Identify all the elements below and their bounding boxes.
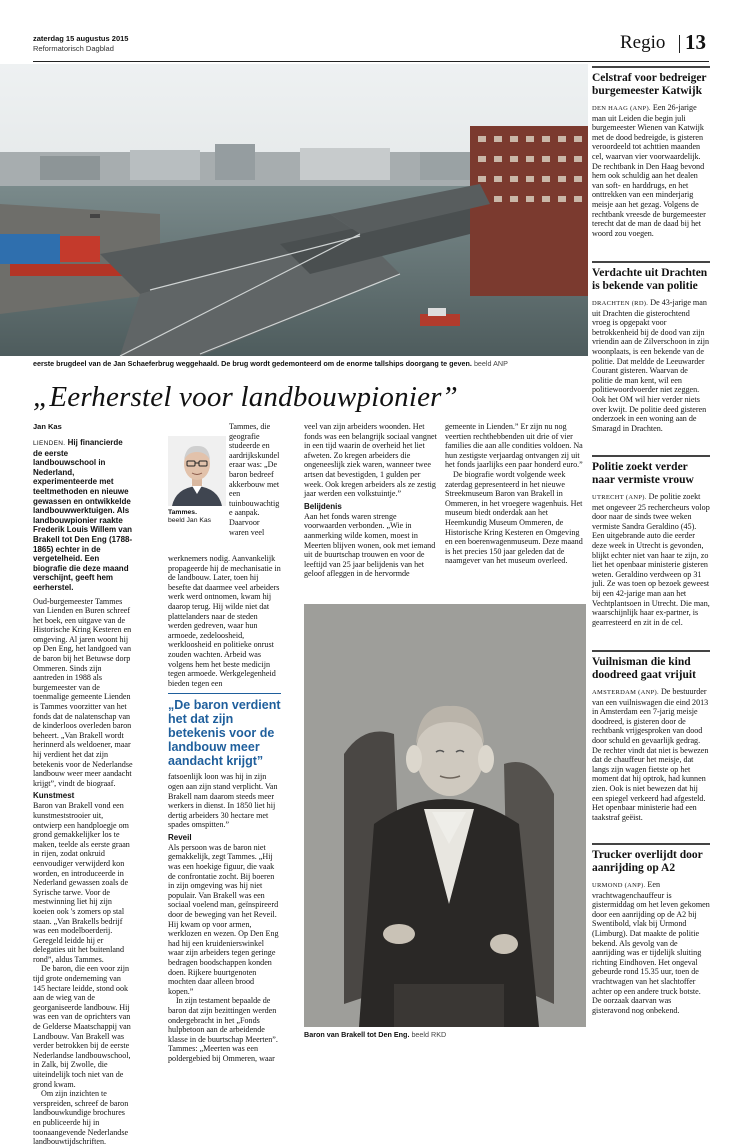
news-item-body: Een 26-jarige man uit Leiden die begin juli burgemeester Wienen van Katwijk met de dood bedreigde, is gisteren veroordeeld tot achttien maanden cel, waarvan vier voorwaardelijk. De rechtbank in Den Haag bevond hem ook schuldig aan het dealen van soft- en harddrugs, en het onttrekken van een minderjarig meisje aan het gezag. Volgens de rechtbank vreesde de burgemeester terecht dat de man de daad bij het woord zou voegen.	[592, 103, 706, 238]
article-lead-block	[33, 438, 133, 593]
article-author: Jan Kas	[33, 422, 62, 431]
page-number: 13	[685, 30, 706, 54]
news-item	[592, 66, 710, 261]
col3-paragraph-1: veel van zijn arbeiders woonden. Het fonds was een belangrijk sociaal vangnet in een tijd waarin de overheid het liet afweten. Zo kregen arbeiders die ongeneeslijk ziek waren, wanneer twee artsen dat bevestigden, 1 gulden per week. Ook kregen arbeiders als ze zestig jaar werden een volkstuintje.”	[304, 422, 437, 499]
top-photo-caption: eerste brugdeel van de Jan Schaeferbrug weggehaald. De brug wordt gedemonteerd om de enorme tallships doorgang te geven.	[33, 359, 472, 368]
col1-paragraph-3: De baron, die een voor zijn tijd grote onderneming van 145 hectare leidde, stond ook aan de wieg van de georganiseerde landbouw. Hij was een van de oprichters van de Gelderse Maatschappij van Landbouw. Van Brakell was verder betrokken bij de eerste Nederlandse landbouwschool, in Zalk, bij Zwolle, die uiteindelijk toch niet van de grond kwam.	[33, 964, 131, 1089]
portrait-caption	[168, 509, 211, 525]
baron-credit: beeld RKD	[411, 1030, 447, 1039]
col1-paragraph-1: Oud-burgemeester Tammes van Lienden en Buren schreef het boek, een uitgave van de Historische Kring Kesteren en omgeving. Al jaren woont hij op Den Eng, het landgoed van de baron bij het Betuwse dorp Ommeren. Sinds zijn aantreden in 1988 als burgemeester van de toenmalige gemeente Lienden is Tammes voorzitter van het fonds dat de nalatenschap van de kinderloos overleden baron beheert. „Van Brakell wordt herinnerd als weldoener, maar hij verdient het dat zijn betekenis voor de Nederlandse landbouw weer meer aandacht krijgt”, vindt de biograaf.	[33, 596, 133, 788]
bridge-photo	[0, 64, 588, 356]
news-item-dateline: AMSTERDAM (ANP).	[592, 689, 659, 696]
col2-paragraph-1: werknemers nodig. Aanvankelijk propageerde hij de mechanisatie in de landbouw. Later, toen hij besefte dat daarmee veel arbeiders werk werd ontnomen, kwam hij daarop terug. Hij wilde niet dat plattelanders naar de steden werden gedreven, waar hun armoede, zedeloosheid, werkloosheid en politieke onrust zouden wachten. Arbeid was volgens hem het beste medicijn tegen armoede. Werkgelegenheid bieden tegen een	[168, 554, 281, 688]
header-date: zaterdag 15 augustus 2015	[33, 34, 129, 43]
news-item-title: Vuilnisman die kind doodreed gaat vrijuit	[592, 650, 710, 682]
news-item-dateline: UTRECHT (ANP).	[592, 494, 647, 501]
col1-paragraph-2: Baron van Brakell vond een kunstmeststrooier uit, ontwierp een handploegje om grond gemakkelijker los te maken, teelde als eerste graan in rijen, zodat onkruid eenvoudiger verwijderd kon worden, en introduceerde in Nederland gewassen zoals de Syrische tarwe. Voor de mestwinning liet hij zijn koeien ook 's zomers op stal staan. „Van Brakells bedrijf was een modelboerderij. Geregeld leidde hij er delegaties uit het buitenland rond”, aldus Tammes.	[33, 801, 130, 964]
col2-paragraph-4: In zijn testament bepaalde de baron dat zijn bezittingen werden ondergebracht in het „Fonds hulpbetoon aan de arbeidende klasse in de buurtschap Meerten”. Tammes: „Meerten was een poldergebied bij Ommeren, waar	[168, 996, 278, 1063]
news-item-dateline: DRACHTEN (RD).	[592, 300, 649, 307]
baron-caption: Baron van Brakell tot Den Eng.	[304, 1030, 410, 1039]
pull-quote-box	[168, 693, 281, 768]
article-column-4	[445, 422, 583, 566]
news-item-title: Politie zoekt verder naar vermiste vrouw	[592, 455, 710, 487]
article-dateline: LIENDEN.	[33, 440, 66, 447]
col4-paragraph-2: De biografie wordt volgende week zaterdag gepresenteerd in het nieuwe Streekmuseum Baron van Brakell in Ommeren, in het vroegere wagenhuis. Het museum biedt onderdak aan het Heemkundig Museum Ommeren, de Historische Kring Kesteren en Omgeving en een boerenwagenmuseum. Deze maand is het precies 150 jaar geleden dat de naamgever van het museum overleed.	[445, 469, 583, 566]
subhead-kunstmest: Kunstmest	[33, 791, 75, 801]
col2-paragraph-2: fatsoenlijk loon was hij in zijn ogen aan zijn stand verplicht. Van Brakell nam daarom steeds meer werkers in dienst. In 1850 liet hij dertig arbeiders 30 hectare met spades omspitten.”	[168, 772, 278, 830]
news-item	[592, 261, 710, 455]
baron-portrait-graphic	[304, 604, 586, 1027]
col3-paragraph-2: Aan het fonds waren strenge voorwaarden verbonden. „Wie in aanmerking wilde komen, moest in Meerten blijven wonen, ook met iemand uit de buurtschap trouwen en voor de leeftijd van 25 jaar belijdenis van het geloof afleggen in de hervormde	[304, 511, 436, 579]
baron-caption-row	[304, 1030, 586, 1039]
portrait-name: Tammes.	[168, 509, 197, 516]
news-item-dateline: URMOND (ANP).	[592, 882, 646, 889]
news-item-dateline: DEN HAAG (ANP).	[592, 105, 651, 112]
news-item-body: De bestuurder van een vuilniswagen die eind 2013 in Amsterdam een 7-jarig meisje doodreed, is gisteren door de rechtbank vrijgesproken van dood door schuld en gevaarlijk gedrag. De rechter vindt dat niet is bewezen dat de chauffeur het meisje, dat langs zijn wagen fietste op het moment dat hij optrok, had kunnen zien. Ook is niet bewezen dat hij een spiegel verkeerd had afgesteld. Het openbaar ministerie had een taakstraf geëist.	[592, 687, 709, 822]
section-name: Regio	[620, 32, 666, 53]
news-item	[592, 843, 710, 1033]
news-sidebar	[592, 66, 710, 1041]
baron-portrait	[304, 604, 586, 1027]
news-item-title: Verdachte uit Drachten is bekende van politie	[592, 261, 710, 293]
header-paper: Reformatorisch Dagblad	[33, 44, 114, 53]
article-column-3	[304, 422, 438, 579]
col2-paragraph-3: Als persoon was de baron niet gemakkelijk, zegt Tammes. „Hij was een hoekige figuur, die vaak de confrontatie zocht. Bij boeren in zijn omgeving was hij niet populair. Van Brakell was een sociaal voelend man, geïnspireerd door de beweging van het Reveil. Hij kwam op voor armen, werklozen en wezen. Op Den Eng had hij een kruidenierswinkel waar zijn arbeiders tegen geringe bedragen boodschappen konden doen. Rijkere buurtgenoten mochten daar alleen brood kopen.”	[168, 842, 279, 996]
news-item-body: Een vrachtwagenchauffeur is gistermiddag om het leven gekomen door een aanrijding op de A2 bij Swentibold, vlak bij Urmond (Limburg). Dat maakte de politie bekend. Als gevolg van de aanrijding was er tijdelijk sluiting richting Eindhoven. Het ongeval gebeurde rond 15.35 uur, toen de vrachtwagen van het slachtoffer achter op een andere truck botste. De oorzaak daarvan was gisteravond nog onbekend.	[592, 880, 710, 1015]
top-photo-credit: beeld ANP	[473, 359, 508, 368]
article-column-2	[168, 554, 281, 1064]
header-rule	[33, 61, 709, 62]
top-photo-caption-row	[33, 359, 588, 368]
news-item	[592, 650, 710, 843]
col4-paragraph-1: gemeente in Lienden.” Er zijn nu nog veertien rechthebbenden uit drie of vier families die aan alle condities voldoen. Na hun zestigste verjaardag ontvangen zij uit het fonds jaarlijks een paar honderd euro.”	[445, 422, 583, 470]
article-headline: „Eerherstel voor landbouwpionier”	[33, 381, 458, 413]
pull-quote: „De baron verdient het dat zijn betekenis voor de landbouw meer aandacht krijgt”	[168, 698, 281, 769]
article-lead: Hij financierde de eerste landbouwschool in Nederland, experimenteerde met teeltmethoden en nieuwe gewassen en ontwikkelde landbouwwerktuigen. Als landbouwpionier raakte Frederik Louis Willem van Brakell tot Den Eng (1788-1865) echter in de vergetelheid. Een biografie die deze maand verschijnt, geeft hem eerherstel.	[33, 438, 133, 592]
news-item-title: Celstraf voor bedreiger burgemeester Katwijk	[592, 66, 710, 98]
news-item-body: De 43-jarige man uit Drachten die gisterochtend vroeg is opgepakt voor betrokkenheid bij de dood van zijn vriendin aan de Zilverschoon in zijn woonplaats, is een bekende van de politie. Dat meldde de Leeuwarder Courant gisteren. Waarvan de politie de man kent, wil een politiewoordvoerder niet zeggen. Ook het OM wil hier verder niets over kwijt. De politie deed gisteren onderzoek in een woning aan de Smaragd in Drachten.	[592, 298, 710, 433]
header-divider	[679, 35, 680, 53]
bridge-photo-graphic	[0, 64, 588, 356]
subhead-belijdenis: Belijdenis	[304, 501, 342, 511]
tammes-portrait	[168, 436, 226, 506]
news-item-title: Trucker overlijdt door aanrijding op A2	[592, 843, 710, 875]
article-column-1	[33, 422, 133, 1147]
subhead-reveil: Reveil	[168, 832, 192, 842]
portrait-credit: beeld Jan Kas	[168, 517, 212, 524]
col2-intro: Tammes, die geografie studeerde en aardrijkskundeleraar was: „De baron bedreef akkerbouw met een tuinbouwachtige aanpak. Daarvoor waren veel	[229, 422, 280, 537]
news-item-body: De politie zoekt met ongeveer 25 rechercheurs volop door naar de sinds twee weken vermiste Sandra Geraldino (45). Een uitgebrande auto die eerder deze week in Utrecht is gevonden, blijkt echter niet van haar te zijn, zo liet het openbaar ministerie gisteren weten. Geraldino verdween op 31 juli. Ze was toen op bezoek geweest bij een 42-jarige man aan het Vechtplantsoen in Utrecht. Die man, waarschijnlijk haar ex-partner, is gearresteerd en zit in de cel.	[592, 492, 710, 627]
tammes-portrait-graphic	[168, 436, 226, 506]
col1-paragraph-4: Om zijn inzichten te verspreiden, schreef de baron landbouwkundige brochures en publiceerde hij in toonaangevende Nederlandse landbouwtijdschriften.	[33, 1089, 129, 1147]
news-item	[592, 455, 710, 650]
